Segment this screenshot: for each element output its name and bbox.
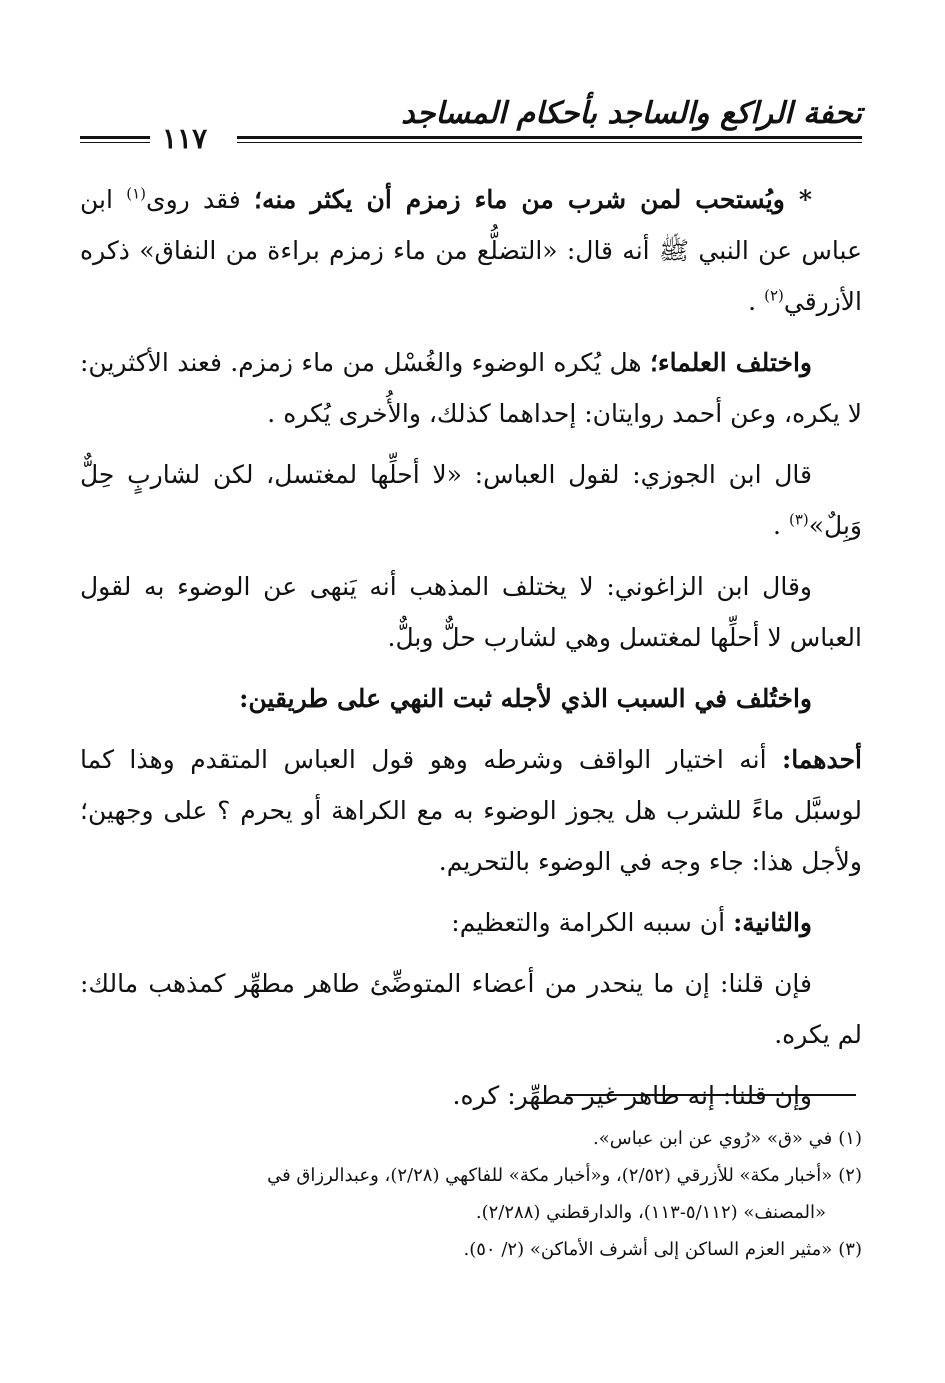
footnote-text: «مثير العزم الساكن إلى أشرف الأماكن» (٢/ ٥٠). [463, 1239, 833, 1260]
footnote-number: (٢) [838, 1165, 862, 1186]
page-number: ١١٧ [162, 122, 208, 155]
paragraph-text: هل يُكره الوضوء والغُسْل من ماء زمزم. فعند الأكثرين: لا يكره، وعن أحمد روايتان: إحداهما كذلك، والأُخرى يُكره . [80, 348, 862, 428]
paragraph-text: قال ابن الجوزي: لقول العباس: «لا أحلِّها لمغتسل، لكن لشاربٍ حِلٌّ وَبِلٌ» [80, 460, 862, 540]
footnote-2 [80, 1157, 862, 1231]
footnote-ref-1[interactable]: (١) [126, 184, 146, 203]
header-rule-long [237, 136, 862, 143]
header-rule-short [80, 136, 150, 143]
paragraph-first-way [80, 734, 862, 887]
paragraph-text: ابن عباس عن النبي ﷺ أنه قال: «التضلُّع من ماء زمزم براءة من النفاق» ذكره الأزرقي [80, 185, 862, 316]
paragraph-end: . [748, 287, 765, 316]
footnote-ref-3[interactable]: (٣) [788, 510, 809, 529]
paragraph-lead: واختلف العلماء؛ [649, 348, 812, 377]
footnote-number: (٣) [838, 1239, 862, 1260]
footnote-text: في «ق» «رُوي عن ابن عباس». [593, 1128, 833, 1149]
footnote-text-continued: «المصنف» (٥/١١٢-١١٣)، والدارقطني (٢/٢٨٨). [475, 1202, 826, 1223]
footnote-text: «أخبار مكة» للأزرقي (٢/٥٢)، و«أخبار مكة» للفاكهي (٢/٢٨)، وعبدالرزاق في [267, 1165, 833, 1186]
page-header [80, 96, 862, 166]
footnote-1 [80, 1120, 862, 1157]
footnotes [80, 1120, 862, 1268]
paragraph-second-way [80, 897, 862, 948]
book-title: تحفة الراكع والساجد بأحكام المساجد [401, 96, 862, 131]
paragraph-zamzam-drinking [80, 174, 862, 327]
paragraph-end: . [773, 511, 789, 540]
paragraph-ibn-aljawzi [80, 449, 862, 551]
paragraph-if-purifying: فإن قلنا: إن ما ينحدر من أعضاء المتوضِّئ طاهر مطهِّر كمذهب مالك: لم يكره. [80, 969, 862, 1049]
paragraph-lead: والثانية: [733, 908, 812, 937]
paragraph-text: أنه اختيار الواقف وشرطه وهو قول العباس المتقدم وهذا كما لوسبَّل ماءً للشرب هل يجوز الوضوء به مع الكراهة أو يحرم ؟ على وجهين؛ ولأجل هذا: جاء وجه في الوضوء بالتحريم. [80, 745, 862, 876]
footnote-separator [566, 1094, 856, 1096]
paragraph-scholars-disagree [80, 337, 862, 439]
paragraph-text: أن سببه الكرامة والتعظيم: [451, 908, 734, 937]
section-heading-two-ways: واختُلف في السبب الذي لأجله ثبت النهي على طريقين: [239, 684, 812, 713]
paragraph-ibn-alzaghuni [80, 561, 862, 663]
paragraph-text: فقد روى [146, 185, 254, 214]
footnote-3 [80, 1231, 862, 1268]
paragraph-lead: أحدهما: [781, 745, 862, 774]
footnote-ref-2[interactable]: (٢) [764, 286, 784, 305]
body-text [80, 174, 862, 1131]
footnote-number: (١) [838, 1128, 862, 1149]
paragraph-lead: * ويُستحب لمن شرب من ماء زمزم أن يكثر منه؛ [254, 185, 812, 214]
paragraph-if-not-purifying: وإن قلنا: إنه طاهر غير مطهِّر: كره. [452, 1081, 812, 1110]
paragraph-text: وقال ابن الزاغوني: لا يختلف المذهب أنه يَنهى عن الوضوء به لقول العباس لا أحلِّها لمغتسل وهي لشارب حلٌّ وبلٌّ. [80, 572, 862, 652]
